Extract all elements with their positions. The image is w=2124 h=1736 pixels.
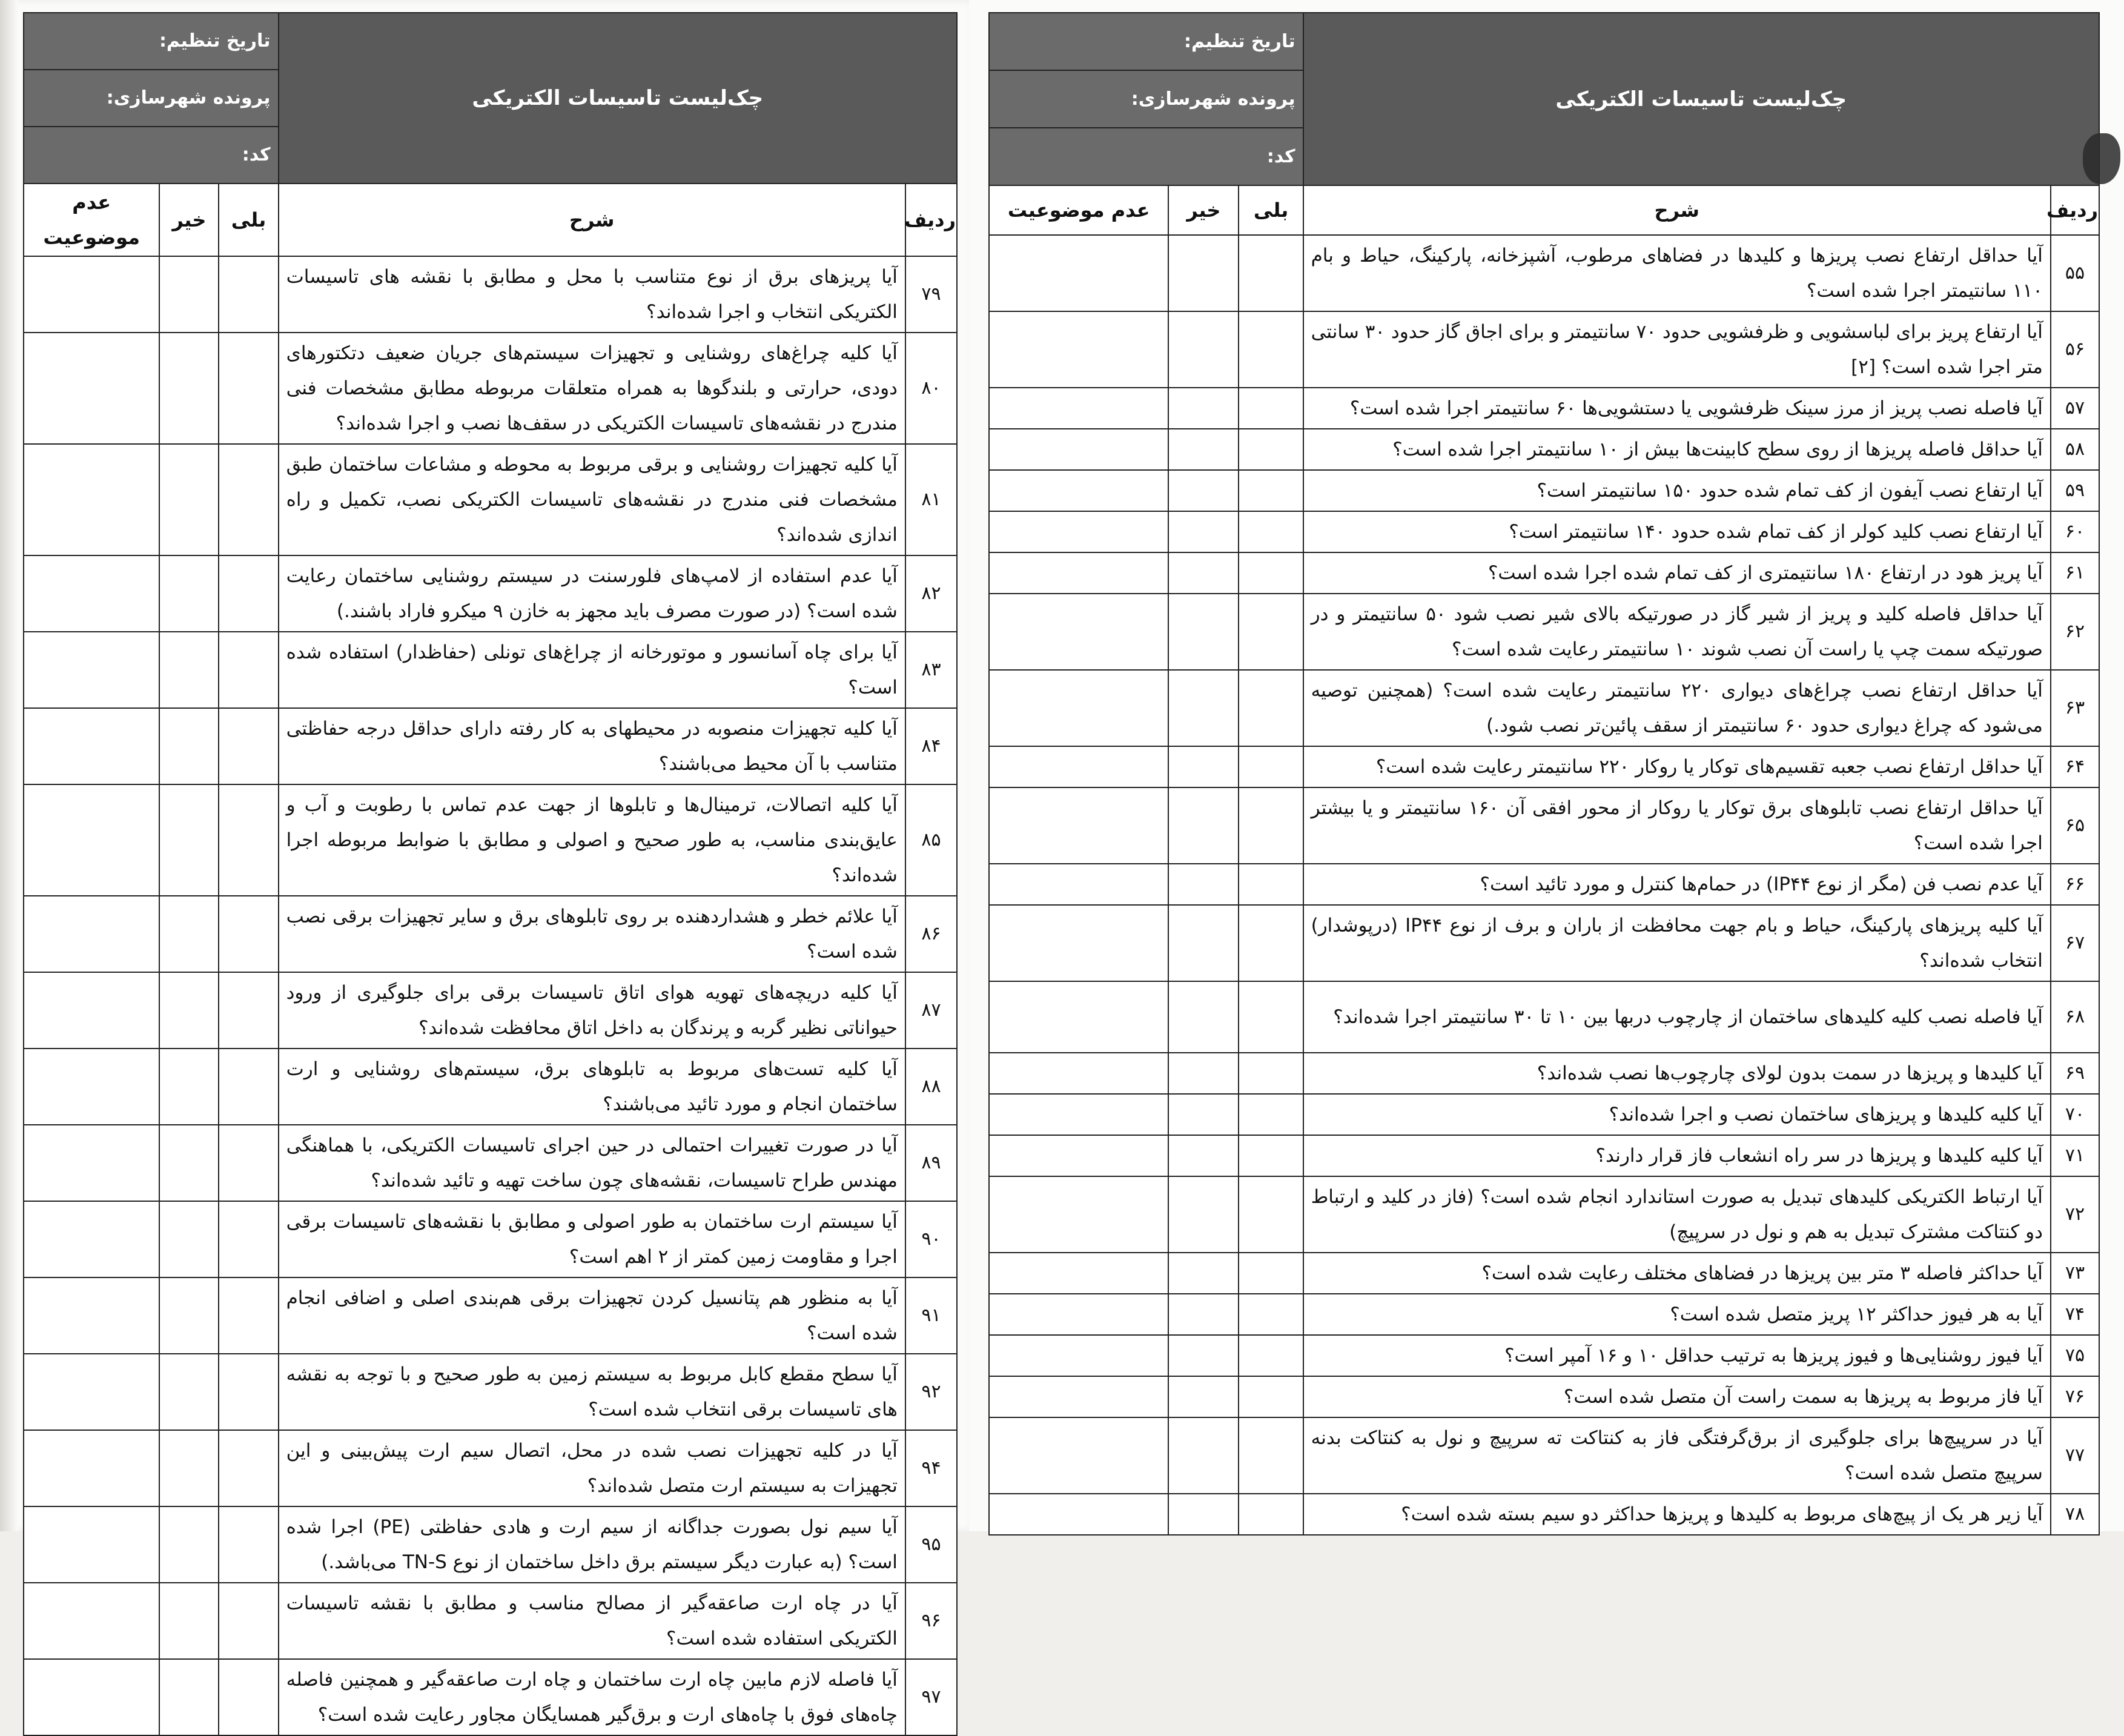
row-description: آیا حداقل ارتفاع نصب چراغ‌های دیواری ۲۲۰ سانتیمتر رعایت شده است؟ (همچنین توصیه می‌شود که چراغ دیواری حدود ۶۰ سانتیمتر از سقف پائین‌تر نصب شود.) [1303, 670, 2051, 746]
urban-file-field: پرونده شهرسازی: [989, 70, 1303, 128]
row-description: آیا به هر فیوز حداکثر ۱۲ پریز متصل شده است؟ [1303, 1294, 2051, 1335]
row-description: آیا ارتفاع نصب کلید کولر از کف تمام شده حدود ۱۴۰ سانتیمتر است؟ [1303, 511, 2051, 552]
no-checkbox-cell[interactable] [159, 1659, 219, 1735]
table-row [24, 972, 957, 1049]
row-description: آیا فاصله نصب کلیه کلیدهای ساختمان از چارچوب دربها بین ۱۰ تا ۳۰ سانتیمتر اجرا شده‌اند؟ [1303, 981, 2051, 1053]
row-number: ۸۹ [905, 1125, 957, 1201]
no-checkbox-cell[interactable] [159, 896, 219, 972]
no-checkbox-cell[interactable] [159, 1354, 219, 1430]
not-applicable-checkbox-cell[interactable] [989, 1094, 1168, 1135]
table-row [24, 555, 957, 632]
table-row [989, 1053, 2099, 1094]
table-row [989, 1294, 2099, 1335]
not-applicable-checkbox-cell[interactable] [989, 1253, 1168, 1294]
table-row [989, 864, 2099, 905]
yes-checkbox-cell[interactable] [1239, 552, 1303, 594]
row-number: ۵۷ [2051, 388, 2099, 429]
yes-checkbox-cell[interactable] [1239, 787, 1303, 864]
row-description: آیا عدم نصب فن (مگر از نوع IP۴۴) در حمام‌ها کنترل و مورد تائید است؟ [1303, 864, 2051, 905]
yes-checkbox-cell[interactable] [1239, 905, 1303, 981]
yes-checkbox-cell[interactable] [1239, 670, 1303, 746]
row-description: آیا سیستم ارت ساختمان به طور اصولی و مطابق با نقشه‌های تاسیسات برقی اجرا و مقاومت زمین کمتر از ۲ اهم است؟ [279, 1201, 905, 1277]
row-number: ۷۲ [2051, 1176, 2099, 1253]
row-description: آیا حداکثر فاصله ۳ متر بین پریزها در فضاهای مختلف رعایت شده است؟ [1303, 1253, 2051, 1294]
not-applicable-checkbox-cell[interactable] [989, 388, 1168, 429]
yes-checkbox-cell[interactable] [1239, 864, 1303, 905]
row-description: آیا عدم استفاده از لامپ‌های فلورسنت در سیستم روشنایی ساختمان رعایت شده است؟ (در صورت مصرف باید مجهز به خازن ۹ میکرو فاراد باشند.) [279, 555, 905, 632]
yes-header: بلی [219, 184, 278, 256]
no-checkbox-cell[interactable] [1168, 787, 1239, 864]
row-number: ۸۴ [905, 708, 957, 784]
row-description: آیا کلیه تجهیزات منصوبه در محیطهای به کار رفته دارای حداقل درجه حفاظتی متناسب با آن محیط می‌باشند؟ [279, 708, 905, 784]
row-number: ۹۴ [905, 1430, 957, 1506]
no-checkbox-cell[interactable] [1168, 905, 1239, 981]
row-number: ۹۰ [905, 1201, 957, 1277]
row-number: ۵۵ [2051, 235, 2099, 311]
yes-checkbox-cell[interactable] [1239, 1135, 1303, 1176]
not-applicable-checkbox-cell[interactable] [989, 1494, 1168, 1535]
no-checkbox-cell[interactable] [159, 555, 219, 632]
not-applicable-checkbox-cell[interactable] [24, 1049, 159, 1125]
row-number: ۹۶ [905, 1583, 957, 1659]
row-number: ۶۴ [2051, 746, 2099, 787]
row-number: ۵۶ [2051, 311, 2099, 388]
not-applicable-header: عدم موضوعیت [989, 185, 1168, 235]
yes-checkbox-cell[interactable] [1239, 1335, 1303, 1376]
right-page [969, 0, 2124, 1531]
yes-checkbox-cell[interactable] [219, 972, 278, 1049]
table-row [24, 708, 957, 784]
row-description: آیا در چاه ارت صاعقه‌گیر از مصالح مناسب و مطابق با نقشه تاسیسات الکتریکی استفاده شده است؟ [279, 1583, 905, 1659]
table-row [989, 388, 2099, 429]
not-applicable-checkbox-cell[interactable] [989, 552, 1168, 594]
row-number: ۷۶ [2051, 1376, 2099, 1417]
table-row [989, 1376, 2099, 1417]
description-header: شرح [279, 184, 905, 256]
not-applicable-checkbox-cell[interactable] [24, 555, 159, 632]
table-row [989, 594, 2099, 670]
yes-checkbox-cell[interactable] [1239, 1494, 1303, 1535]
not-applicable-checkbox-cell[interactable] [989, 864, 1168, 905]
row-number: ۶۲ [2051, 594, 2099, 670]
not-applicable-checkbox-cell[interactable] [989, 746, 1168, 787]
yes-checkbox-cell[interactable] [219, 708, 278, 784]
row-description: آیا در صورت تغییرات احتمالی در حین اجرای تاسیسات الکتریکی، با هماهنگی مهندس طراح تاسیسات، نقشه‌های چون ساخت تهیه و تائید شده‌اند؟ [279, 1125, 905, 1201]
yes-checkbox-cell[interactable] [219, 1125, 278, 1201]
not-applicable-checkbox-cell[interactable] [989, 470, 1168, 511]
table-row [989, 670, 2099, 746]
not-applicable-checkbox-cell[interactable] [989, 1417, 1168, 1494]
row-description: آیا کلیه پریزهای پارکینگ، حیاط و بام جهت محافظت از باران و برف از نوع IP۴۴ (درپوشدار) انتخاب شده‌اند؟ [1303, 905, 2051, 981]
not-applicable-checkbox-cell[interactable] [24, 632, 159, 708]
yes-checkbox-cell[interactable] [219, 1506, 278, 1583]
not-applicable-checkbox-cell[interactable] [989, 670, 1168, 746]
row-number: ۷۰ [2051, 1094, 2099, 1135]
not-applicable-checkbox-cell[interactable] [989, 1335, 1168, 1376]
yes-checkbox-cell[interactable] [219, 1430, 278, 1506]
yes-checkbox-cell[interactable] [219, 1583, 278, 1659]
row-description: آیا فاصله نصب پریز از مرز سینک ظرفشویی یا دستشویی‌ها ۶۰ سانتیمتر اجرا شده است؟ [1303, 388, 2051, 429]
no-checkbox-cell[interactable] [1168, 981, 1239, 1053]
code-field: کد: [989, 128, 1303, 185]
row-description: آیا حداقل فاصله کلید و پریز از شیر گاز در صورتیکه بالای شیر نصب شود ۵۰ سانتیمتر و در صورتیکه سمت چپ یا راست آن نصب شوند ۱۰ سانتیمتر رعایت شده است؟ [1303, 594, 2051, 670]
row-number: ۵۸ [2051, 429, 2099, 470]
yes-checkbox-cell[interactable] [1239, 1176, 1303, 1253]
row-number: ۷۳ [2051, 1253, 2099, 1294]
table-row [24, 1049, 957, 1125]
row-number: ۷۵ [2051, 1335, 2099, 1376]
row-number-header: ردیف [905, 184, 957, 256]
page-gutter-shadow [0, 0, 18, 1531]
row-description: آیا حداقل فاصله پریزها از روی سطح کابینت‌ها بیش از ۱۰ سانتیمتر اجرا شده است؟ [1303, 429, 2051, 470]
no-checkbox-cell[interactable] [1168, 1335, 1239, 1376]
not-applicable-checkbox-cell[interactable] [24, 1201, 159, 1277]
yes-checkbox-cell[interactable] [1239, 594, 1303, 670]
no-checkbox-cell[interactable] [1168, 311, 1239, 388]
ink-smudge [2083, 133, 2120, 184]
table-row [24, 632, 957, 708]
table-row [989, 1135, 2099, 1176]
not-applicable-checkbox-cell[interactable] [989, 1135, 1168, 1176]
checklist-sheet-right [988, 12, 2100, 1525]
no-checkbox-cell[interactable] [1168, 511, 1239, 552]
yes-checkbox-cell[interactable] [219, 1049, 278, 1125]
no-checkbox-cell[interactable] [159, 1125, 219, 1201]
row-description: آیا ارتباط الکتریکی کلیدهای تبدیل به صورت استاندارد انجام شده است؟ (فاز در کلید و ارتباط دو کنتاکت مشترک تبدیل به هم و نول در سرپیچ) [1303, 1176, 2051, 1253]
no-checkbox-cell[interactable] [159, 1506, 219, 1583]
row-number: ۸۶ [905, 896, 957, 972]
checklist-title: چک‌لیست تاسیسات الکتریکی [1303, 13, 2099, 185]
no-checkbox-cell[interactable] [1168, 388, 1239, 429]
row-description: آیا کلیه کلیدها و پریزها در سر راه انشعاب فاز قرار دارند؟ [1303, 1135, 2051, 1176]
not-applicable-checkbox-cell[interactable] [24, 1354, 159, 1430]
row-number: ۸۲ [905, 555, 957, 632]
table-row [24, 1506, 957, 1583]
row-description: آیا حداقل ارتفاع نصب جعبه تقسیم‌های توکار یا روکار ۲۲۰ سانتیمتر رعایت شده است؟ [1303, 746, 2051, 787]
yes-checkbox-cell[interactable] [219, 1354, 278, 1430]
row-description: آیا کلیه تجهیزات روشنایی و برقی مربوط به محوطه و مشاعات ساختمان طبق مشخصات فنی مندرج در نقشه‌های تاسیسات الکتریکی نصب، تکمیل و راه اندازی شده‌اند؟ [279, 444, 905, 555]
row-number: ۹۱ [905, 1277, 957, 1354]
table-row [24, 333, 957, 444]
yes-checkbox-cell[interactable] [219, 333, 278, 444]
no-checkbox-cell[interactable] [1168, 1053, 1239, 1094]
table-row [989, 511, 2099, 552]
table-row [24, 444, 957, 555]
row-description: آیا حداقل ارتفاع نصب تابلوهای برق توکار یا روکار از محور افقی آن ۱۶۰ سانتیمتر و یا بیشتر اجرا شده است؟ [1303, 787, 2051, 864]
row-description: آیا سطح مقطع کابل مربوط به سیستم زمین به طور صحیح و با توجه به نقشه های تاسیسات برقی انتخاب شده است؟ [279, 1354, 905, 1430]
checklist-title: چک‌لیست تاسیسات الکتریکی [279, 13, 957, 184]
yes-checkbox-cell[interactable] [1239, 429, 1303, 470]
yes-checkbox-cell[interactable] [1239, 1376, 1303, 1417]
yes-checkbox-cell[interactable] [219, 444, 278, 555]
no-checkbox-cell[interactable] [159, 708, 219, 784]
row-description: آیا کلیه کلیدها و پریزهای ساختمان نصب و اجرا شده‌اند؟ [1303, 1094, 2051, 1135]
not-applicable-checkbox-cell[interactable] [24, 256, 159, 333]
not-applicable-checkbox-cell[interactable] [989, 1294, 1168, 1335]
no-checkbox-cell[interactable] [159, 256, 219, 333]
row-description: آیا فاصله لازم مابین چاه ارت ساختمان و چاه ارت صاعقه‌گیر و همچنین فاصله چاه‌های فوق با چاه‌های ارت و برق‌گیر همسایگان مجاور رعایت شده است؟ [279, 1659, 905, 1735]
no-checkbox-cell[interactable] [159, 444, 219, 555]
yes-checkbox-cell[interactable] [1239, 1417, 1303, 1494]
no-checkbox-cell[interactable] [159, 333, 219, 444]
row-description: آیا زیر هر یک از پیچ‌های مربوط به کلیدها و پریزها حداکثر دو سیم بسته شده است؟ [1303, 1494, 2051, 1535]
not-applicable-checkbox-cell[interactable] [24, 1277, 159, 1354]
not-applicable-checkbox-cell[interactable] [24, 708, 159, 784]
not-applicable-checkbox-cell[interactable] [989, 1176, 1168, 1253]
row-description: آیا کلیه چراغ‌های روشنایی و تجهیزات سیستم‌های جریان ضعیف دتکتورهای دودی، حرارتی و بلندگوها به همراه متعلقات مربوطه مطابق مشخصات فنی مندرج در نقشه‌های تاسیسات الکتریکی در سقف‌ها نصب و اجرا شده‌اند؟ [279, 333, 905, 444]
table-row [989, 552, 2099, 594]
not-applicable-checkbox-cell[interactable] [989, 235, 1168, 311]
left-page [0, 0, 969, 1726]
row-number: ۶۸ [2051, 981, 2099, 1053]
table-row [989, 311, 2099, 388]
row-number: ۷۴ [2051, 1294, 2099, 1335]
row-description: آیا کلیدها و پریزها در سمت بدون لولای چارچوب‌ها نصب شده‌اند؟ [1303, 1053, 2051, 1094]
not-applicable-checkbox-cell[interactable] [24, 1506, 159, 1583]
no-checkbox-cell[interactable] [1168, 1376, 1239, 1417]
row-number: ۸۵ [905, 784, 957, 896]
table-row [24, 1430, 957, 1506]
row-number: ۸۷ [905, 972, 957, 1049]
row-description: آیا ارتفاع پریز برای لباسشویی و ظرفشویی حدود ۷۰ سانتیمتر و برای اجاق گاز حدود ۳۰ سانتی متر اجرا شده است؟ [۲] [1303, 311, 2051, 388]
row-description: آیا سیم نول بصورت جداگانه از سیم ارت و هادی حفاظتی (PE) اجرا شده است؟ (به عبارت دیگر سیستم برق داخل ساختمان از نوع TN-S می‌باشد.) [279, 1506, 905, 1583]
row-description: آیا برای چاه آسانسور و موتورخانه از چراغ‌های تونلی (حفاظدار) استفاده شده است؟ [279, 632, 905, 708]
yes-checkbox-cell[interactable] [219, 632, 278, 708]
no-checkbox-cell[interactable] [159, 1430, 219, 1506]
date-field: تاریخ تنظیم: [989, 13, 1303, 70]
yes-checkbox-cell[interactable] [219, 784, 278, 896]
no-checkbox-cell[interactable] [1168, 1135, 1239, 1176]
row-number: ۷۷ [2051, 1417, 2099, 1494]
no-checkbox-cell[interactable] [1168, 552, 1239, 594]
not-applicable-checkbox-cell[interactable] [24, 1583, 159, 1659]
row-number: ۷۹ [905, 256, 957, 333]
table-row [24, 1659, 957, 1735]
row-description: آیا در کلیه تجهیزات نصب شده در محل، اتصال سیم ارت پیش‌بینی و این تجهیزات به سیستم ارت متصل شده‌اند؟ [279, 1430, 905, 1506]
checklist-table [23, 12, 958, 1736]
row-description: آیا به منظور هم پتانسیل کردن تجهیزات برقی هم‌بندی اصلی و اضافی انجام شده است؟ [279, 1277, 905, 1354]
not-applicable-checkbox-cell[interactable] [24, 896, 159, 972]
no-checkbox-cell[interactable] [1168, 1094, 1239, 1135]
no-checkbox-cell[interactable] [1168, 1253, 1239, 1294]
row-number: ۶۰ [2051, 511, 2099, 552]
not-applicable-checkbox-cell[interactable] [989, 981, 1168, 1053]
no-checkbox-cell[interactable] [159, 1277, 219, 1354]
not-applicable-checkbox-cell[interactable] [24, 784, 159, 896]
table-row [989, 429, 2099, 470]
not-applicable-checkbox-cell[interactable] [24, 444, 159, 555]
row-description: آیا کلیه دریچه‌های تهویه هوای اتاق تاسیسات برقی برای جلوگیری از ورود حیواناتی نظیر گربه و پرندگان به داخل اتاق محافظت شده‌اند؟ [279, 972, 905, 1049]
table-row [989, 235, 2099, 311]
checklist-sheet-left [23, 12, 958, 1726]
not-applicable-checkbox-cell[interactable] [989, 429, 1168, 470]
yes-checkbox-cell[interactable] [1239, 1253, 1303, 1294]
no-checkbox-cell[interactable] [1168, 1494, 1239, 1535]
not-applicable-checkbox-cell[interactable] [989, 511, 1168, 552]
yes-checkbox-cell[interactable] [219, 555, 278, 632]
yes-checkbox-cell[interactable] [219, 256, 278, 333]
row-number: ۷۱ [2051, 1135, 2099, 1176]
not-applicable-checkbox-cell[interactable] [989, 905, 1168, 981]
no-checkbox-cell[interactable] [159, 1201, 219, 1277]
yes-header: بلی [1239, 185, 1303, 235]
row-description: آیا کلیه اتصالات، ترمینال‌ها و تابلوها از جهت عدم تماس با رطوبت و آب و عایق‌بندی مناسب، به طور صحیح و اصولی و مطابق با ضوابط مربوطه اجرا شده‌اند؟ [279, 784, 905, 896]
no-checkbox-cell[interactable] [1168, 1294, 1239, 1335]
no-header: خیر [1168, 185, 1239, 235]
table-row [989, 1417, 2099, 1494]
no-checkbox-cell[interactable] [1168, 1417, 1239, 1494]
table-row [24, 1583, 957, 1659]
yes-checkbox-cell[interactable] [1239, 311, 1303, 388]
row-number: ۹۷ [905, 1659, 957, 1735]
table-row [989, 1253, 2099, 1294]
table-row [24, 256, 957, 333]
row-description: آیا پریز هود در ارتفاع ۱۸۰ سانتیمتری از کف تمام شده اجرا شده است؟ [1303, 552, 2051, 594]
not-applicable-checkbox-cell[interactable] [24, 333, 159, 444]
code-field: کد: [24, 127, 279, 184]
row-description: آیا ارتفاع نصب آیفون از کف تمام شده حدود ۱۵۰ سانتیمتر است؟ [1303, 470, 2051, 511]
row-description: آیا فیوز روشنایی‌ها و فیوز پریزها به ترتیب حداقل ۱۰ و ۱۶ آمپر است؟ [1303, 1335, 2051, 1376]
table-row [989, 1176, 2099, 1253]
not-applicable-checkbox-cell[interactable] [989, 594, 1168, 670]
table-row [989, 981, 2099, 1053]
not-applicable-checkbox-cell[interactable] [24, 1430, 159, 1506]
row-description: آیا علائم خطر و هشداردهنده بر روی تابلوهای برق و سایر تجهیزات برقی نصب شده است؟ [279, 896, 905, 972]
no-checkbox-cell[interactable] [159, 972, 219, 1049]
table-row [24, 1201, 957, 1277]
no-checkbox-cell[interactable] [159, 1049, 219, 1125]
row-number-header: ردیف [2051, 185, 2099, 235]
no-checkbox-cell[interactable] [1168, 429, 1239, 470]
table-row [24, 1354, 957, 1430]
row-description: آیا پریزهای برق از نوع متناسب با محل و مطابق با نقشه های تاسیسات الکتریکی انتخاب و اجرا شده‌اند؟ [279, 256, 905, 333]
no-checkbox-cell[interactable] [1168, 864, 1239, 905]
row-number: ۶۱ [2051, 552, 2099, 594]
no-checkbox-cell[interactable] [1168, 235, 1239, 311]
description-header: شرح [1303, 185, 2051, 235]
row-number: ۶۵ [2051, 787, 2099, 864]
row-number: ۹۲ [905, 1354, 957, 1430]
row-number: ۶۹ [2051, 1053, 2099, 1094]
table-row [24, 1125, 957, 1201]
row-description: آیا حداقل ارتفاع نصب پریزها و کلیدها در فضاهای مرطوب، آشپزخانه، پارکینگ، حیاط و بام ۱۱۰ سانتیمتر اجرا شده است؟ [1303, 235, 2051, 311]
no-checkbox-cell[interactable] [1168, 1176, 1239, 1253]
yes-checkbox-cell[interactable] [219, 896, 278, 972]
no-checkbox-cell[interactable] [1168, 670, 1239, 746]
table-row [24, 1277, 957, 1354]
not-applicable-checkbox-cell[interactable] [989, 1376, 1168, 1417]
table-row [989, 1335, 2099, 1376]
checklist-table [988, 12, 2100, 1536]
row-number: ۹۵ [905, 1506, 957, 1583]
yes-checkbox-cell[interactable] [1239, 470, 1303, 511]
row-number: ۶۳ [2051, 670, 2099, 746]
yes-checkbox-cell[interactable] [1239, 1294, 1303, 1335]
row-number: ۸۳ [905, 632, 957, 708]
not-applicable-checkbox-cell[interactable] [24, 1659, 159, 1735]
yes-checkbox-cell[interactable] [1239, 235, 1303, 311]
yes-checkbox-cell[interactable] [219, 1277, 278, 1354]
not-applicable-checkbox-cell[interactable] [989, 311, 1168, 388]
table-row [24, 896, 957, 972]
yes-checkbox-cell[interactable] [219, 1659, 278, 1735]
not-applicable-checkbox-cell[interactable] [24, 1125, 159, 1201]
no-checkbox-cell[interactable] [159, 784, 219, 896]
row-number: ۸۸ [905, 1049, 957, 1125]
row-number: ۶۷ [2051, 905, 2099, 981]
table-row [989, 1494, 2099, 1535]
yes-checkbox-cell[interactable] [1239, 981, 1303, 1053]
no-checkbox-cell[interactable] [159, 632, 219, 708]
not-applicable-header: عدم موضوعیت [24, 184, 159, 256]
no-checkbox-cell[interactable] [1168, 746, 1239, 787]
row-description: آیا کلیه تست‌های مربوط به تابلوهای برق، سیستم‌های روشنایی و ارت ساختمان انجام و مورد تائید می‌باشند؟ [279, 1049, 905, 1125]
table-row [989, 787, 2099, 864]
no-checkbox-cell[interactable] [159, 1583, 219, 1659]
yes-checkbox-cell[interactable] [1239, 388, 1303, 429]
table-row [989, 470, 2099, 511]
row-number: ۸۱ [905, 444, 957, 555]
yes-checkbox-cell[interactable] [219, 1201, 278, 1277]
yes-checkbox-cell[interactable] [1239, 511, 1303, 552]
table-row [989, 746, 2099, 787]
no-header: خیر [159, 184, 219, 256]
table-row [989, 1094, 2099, 1135]
date-field: تاریخ تنظیم: [24, 13, 279, 70]
no-checkbox-cell[interactable] [1168, 470, 1239, 511]
yes-checkbox-cell[interactable] [1239, 1094, 1303, 1135]
not-applicable-checkbox-cell[interactable] [989, 1053, 1168, 1094]
table-row [989, 905, 2099, 981]
row-number: ۵۹ [2051, 470, 2099, 511]
row-description: آیا فاز مربوط به پریزها به سمت راست آن متصل شده است؟ [1303, 1376, 2051, 1417]
row-number: ۷۸ [2051, 1494, 2099, 1535]
table-row [24, 784, 957, 896]
urban-file-field: پرونده شهرسازی: [24, 70, 279, 127]
row-number: ۶۶ [2051, 864, 2099, 905]
not-applicable-checkbox-cell[interactable] [24, 972, 159, 1049]
yes-checkbox-cell[interactable] [1239, 746, 1303, 787]
no-checkbox-cell[interactable] [1168, 594, 1239, 670]
row-description: آیا در سرپیچ‌ها برای جلوگیری از برق‌گرفتگی فاز به کنتاکت ته سرپیچ و نول به کنتاکت بدنه سرپیچ متصل شده است؟ [1303, 1417, 2051, 1494]
row-number: ۸۰ [905, 333, 957, 444]
not-applicable-checkbox-cell[interactable] [989, 787, 1168, 864]
yes-checkbox-cell[interactable] [1239, 1053, 1303, 1094]
